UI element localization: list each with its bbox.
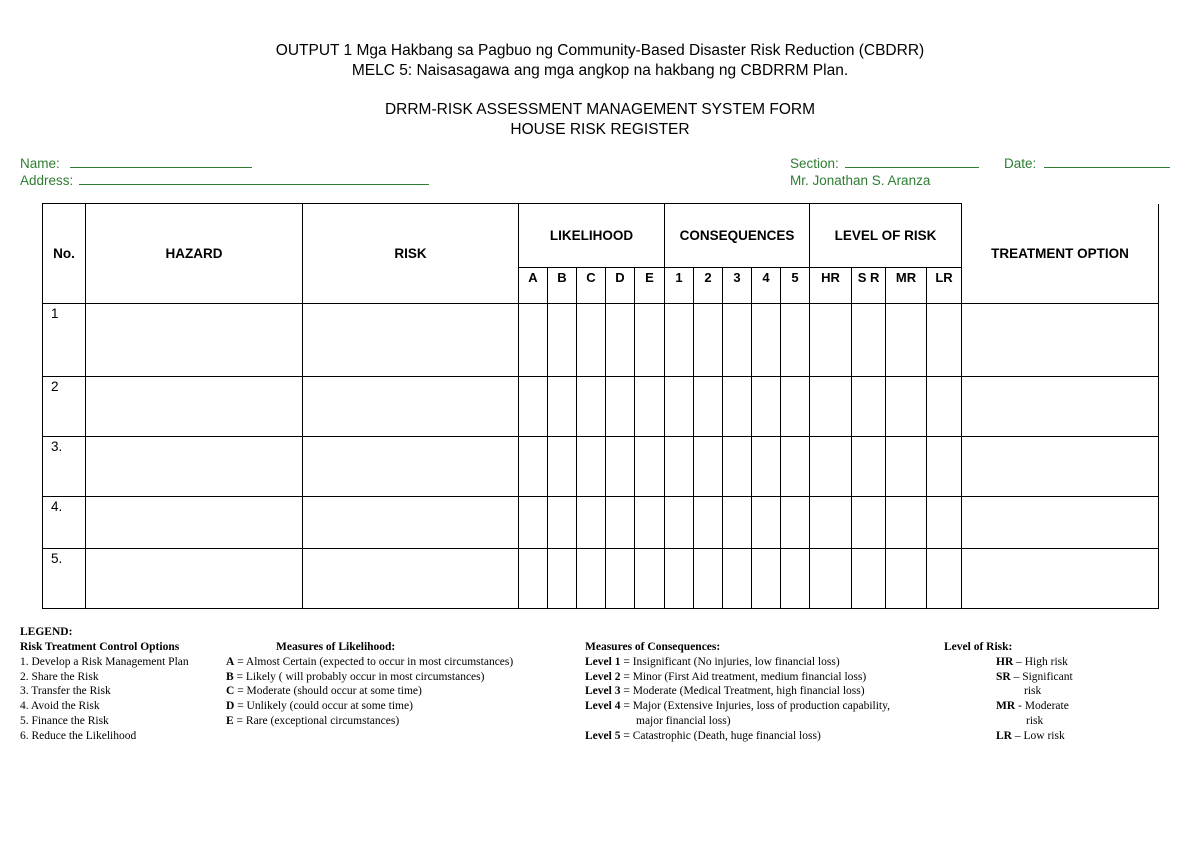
list-item: MR - Moderate xyxy=(996,700,1069,713)
name-label: Name: xyxy=(20,156,60,171)
consequence-2: 2 xyxy=(694,268,723,304)
list-item: Level 2 = Minor (First Aid treatment, medium financial loss) xyxy=(585,670,867,683)
address-field[interactable] xyxy=(20,172,429,189)
table-row xyxy=(43,497,1159,549)
form-title-line-2: MELC 5: Naisasagawa ang mga angkop na hakbang ng CBDRRM Plan. xyxy=(351,62,849,79)
row-number: 3. xyxy=(43,437,86,497)
header-risk: RISK xyxy=(303,204,519,304)
list-item: 3. Transfer the Risk xyxy=(20,685,111,698)
name-blank[interactable] xyxy=(70,155,252,168)
form-title-line-1: OUTPUT 1 Mga Hakbang sa Pagbuo ng Community-Based Disaster Risk Reduction (CBDRR) xyxy=(275,42,925,59)
legend-consequences xyxy=(585,640,890,744)
header-treatment-option: TREATMENT OPTION xyxy=(962,204,1159,304)
legend-level-of-risk xyxy=(944,640,1073,744)
address-blank[interactable] xyxy=(79,172,429,185)
consequence-3: 3 xyxy=(723,268,752,304)
header-consequences: CONSEQUENCES xyxy=(665,204,810,268)
list-item: Level 1 = Insignificant (No injuries, low financial loss) xyxy=(585,655,840,668)
list-item: E = Rare (exceptional circumstances) xyxy=(226,714,400,727)
name-field[interactable] xyxy=(20,155,252,172)
section-label: Section: xyxy=(790,156,839,171)
likelihood-e: E xyxy=(635,268,665,304)
list-item: 6. Reduce the Likelihood xyxy=(20,729,137,742)
teacher-name: Mr. Jonathan S. Aranza xyxy=(790,173,931,188)
date-blank[interactable] xyxy=(1044,155,1170,168)
list-item: risk xyxy=(1026,714,1044,727)
list-item: SR – Significant xyxy=(996,670,1073,683)
address-label: Address: xyxy=(20,173,74,188)
legend-likelihood xyxy=(226,640,513,729)
likelihood-d: D xyxy=(606,268,635,304)
form-title-line-4: HOUSE RISK REGISTER xyxy=(510,121,690,138)
legend-title: LEGEND: xyxy=(20,626,73,638)
list-item: HR – High risk xyxy=(996,655,1068,668)
table-row xyxy=(43,377,1159,437)
list-item: 1. Develop a Risk Management Plan xyxy=(20,655,189,668)
list-item: 5. Finance the Risk xyxy=(20,714,109,727)
row-number: 1 xyxy=(43,304,86,377)
section-blank[interactable] xyxy=(845,155,979,168)
list-item: Level 3 = Moderate (Medical Treatment, high financial loss) xyxy=(585,685,865,698)
treatment-heading: Risk Treatment Control Options xyxy=(20,641,180,653)
list-item: risk xyxy=(1024,685,1042,698)
consequence-1: 1 xyxy=(665,268,694,304)
legend-treatment-options xyxy=(20,640,189,744)
level-lr: LR xyxy=(927,268,962,304)
list-item: A = Almost Certain (expected to occur in most circumstances) xyxy=(226,655,514,668)
likelihood-c: C xyxy=(577,268,606,304)
level-heading: Level of Risk: xyxy=(944,641,1013,653)
level-hr: HR xyxy=(810,268,852,304)
level-sr: S R xyxy=(852,268,886,304)
list-item: major financial loss) xyxy=(636,714,731,727)
table-row xyxy=(43,437,1159,497)
header-hazard: HAZARD xyxy=(86,204,303,304)
level-mr: MR xyxy=(886,268,927,304)
list-item: B = Likely ( will probably occur in most circumstances) xyxy=(226,670,485,683)
list-item: C = Moderate (should occur at some time) xyxy=(226,685,422,698)
risk-register-table xyxy=(42,203,1159,609)
table-row xyxy=(43,304,1159,377)
consequence-4: 4 xyxy=(752,268,781,304)
row-number: 4. xyxy=(43,497,86,549)
list-item: D = Unlikely (could occur at some time) xyxy=(226,700,413,713)
table-row xyxy=(43,549,1159,609)
row-number: 2 xyxy=(43,377,86,437)
list-item: 2. Share the Risk xyxy=(20,670,99,683)
likelihood-a: A xyxy=(519,268,548,304)
section-field[interactable] xyxy=(790,155,979,172)
header-no: No. xyxy=(43,204,86,304)
likelihood-heading: Measures of Likelihood: xyxy=(276,641,396,653)
header-likelihood: LIKELIHOOD xyxy=(519,204,665,268)
consequences-heading: Measures of Consequences: xyxy=(585,641,721,653)
date-label: Date: xyxy=(1004,156,1037,171)
list-item: Level 5 = Catastrophic (Death, huge financial loss) xyxy=(585,729,821,742)
form-title-line-3: DRRM-RISK ASSESSMENT MANAGEMENT SYSTEM FORM xyxy=(384,101,816,118)
list-item: LR – Low risk xyxy=(996,729,1065,742)
header-level-of-risk: LEVEL OF RISK xyxy=(810,204,962,268)
likelihood-b: B xyxy=(548,268,577,304)
row-number: 5. xyxy=(43,549,86,609)
list-item: 4. Avoid the Risk xyxy=(20,700,100,713)
list-item: Level 4 = Major (Extensive Injuries, loss of production capability, xyxy=(585,700,890,713)
consequence-5: 5 xyxy=(781,268,810,304)
date-field[interactable] xyxy=(1004,155,1170,172)
